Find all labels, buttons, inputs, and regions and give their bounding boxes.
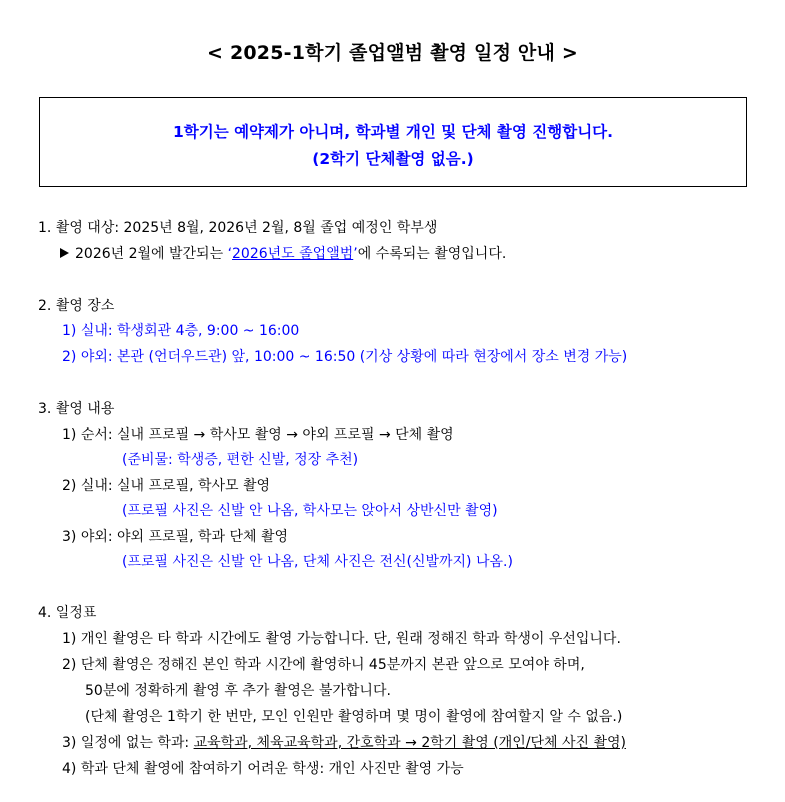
section1-heading: 1. 촬영 대상: 2025년 8월, 2026년 2월, 8월 졸업 예정인 학부생 (38, 220, 438, 236)
section4-heading: 4. 일정표 (38, 605, 97, 621)
section4-item-2-line-1: 2) 단체 촬영은 정해진 본인 학과 시간에 촬영하니 45분까지 본관 앞으로 모여야 하며, (62, 657, 585, 673)
notice-line-2: (2학기 단체촬영 없음.) (312, 150, 474, 168)
section3-item-3-note: (프로필 사진은 신발 안 나옴, 단체 사진은 전신(신발까지) 나옴.) (122, 554, 513, 570)
section4-item-2-line-2: 50분에 정확하게 촬영 후 추가 촬영은 불가합니다. (85, 683, 391, 699)
section1-note-open-quote: ‘ (227, 246, 233, 262)
notice-box (39, 97, 747, 187)
section3-item-1: 1) 순서: 실내 프로필 → 학사모 촬영 → 야외 프로필 → 단체 촬영 (62, 427, 454, 443)
section4-item-1: 1) 개인 촬영은 타 학과 시간에도 촬영 가능합니다. 단, 원래 정해진 학과 학생이 우선입니다. (62, 631, 621, 647)
section4-item-3-prefix: 3) 일정에 없는 학과: (62, 735, 194, 751)
section2-heading: 2. 촬영 장소 (38, 298, 115, 314)
section1-note-suffix: 에 수록되는 촬영입니다. (357, 246, 507, 262)
section1-note-prefix: 2026년 2월에 발간되는 (75, 246, 228, 262)
section3-heading: 3. 촬영 내용 (38, 401, 115, 417)
page-title: < 2025-1학기 졸업앨범 촬영 일정 안내 > (207, 42, 578, 64)
section1-note (60, 245, 506, 263)
section1-note-close-quote: ’ (353, 246, 358, 262)
notice-line-1: 1학기는 예약제가 아니며, 학과별 개인 및 단체 촬영 진행합니다. (172, 123, 614, 141)
section4-item-2-line-3: (단체 촬영은 1학기 한 번만, 모인 인원만 촬영하며 몇 명이 촬영에 참여할지 알 수 없음.) (85, 709, 623, 725)
section4-item-4: 4) 학과 단체 촬영에 참여하기 어려운 학생: 개인 사진만 촬영 가능 (62, 761, 464, 777)
section2-item-1: 1) 실내: 학생회관 4층, 9:00 ~ 16:00 (62, 323, 300, 339)
section3-item-2-note: (프로필 사진은 신발 안 나옴, 학사모는 앉아서 상반신만 촬영) (122, 503, 498, 519)
section3-item-1-note: (준비물: 학생증, 편한 신발, 정장 추천) (122, 452, 359, 468)
yearbook-title-link: 2026년도 졸업앨범 (232, 246, 354, 262)
section3-item-2: 2) 실내: 실내 프로필, 학사모 촬영 (62, 478, 271, 494)
section2-item-2: 2) 야외: 본관 (언더우드관) 앞, 10:00 ~ 16:50 (기상 상황에 따라 현장에서 장소 변경 가능) (62, 349, 628, 365)
section4-item-3 (62, 734, 626, 752)
black-right-triangle-icon (60, 248, 69, 258)
section4-item-3-departments: 교육학과, 체육교육학과, 간호학과 → 2학기 촬영 (개인/단체 사진 촬영) (193, 735, 626, 751)
section3-item-3: 3) 야외: 야외 프로필, 학과 단체 촬영 (62, 529, 289, 545)
